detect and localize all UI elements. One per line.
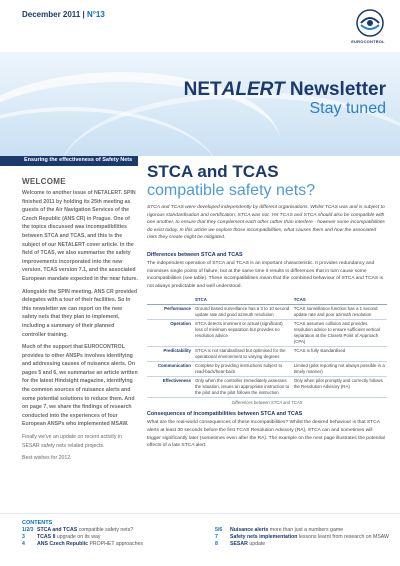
newsletter-subtitle: Stay tuned — [309, 100, 386, 117]
table-cell: STCA detects imminent or actual (significant) loss of minimum separation but provides no resolution advice — [193, 320, 292, 347]
comparison-table — [147, 296, 387, 398]
title-suffix: Newsletter — [284, 79, 386, 100]
table-header-row — [147, 296, 387, 305]
table-header-cell: STCA — [193, 296, 292, 305]
welcome-paragraph: Finally we've an update on recent activity in SESAR safety nets related projects. — [22, 434, 122, 449]
contents-item[interactable] — [215, 534, 389, 541]
issue-date: December 2011 — [22, 10, 81, 19]
table-row — [147, 377, 387, 398]
contents-column-right — [215, 527, 389, 548]
section-heading: Consequences of incompatibilities between STCA and TCAS — [147, 411, 303, 418]
contents-page: 5/6 — [215, 527, 223, 533]
contents-title: Nuisance alerts — [230, 527, 269, 533]
top-bar — [0, 0, 400, 42]
section-bar — [0, 156, 138, 166]
welcome-paragraph: Alongside the SPIN meeting, ANS CR provided delegates with a tour of their facilities. So in this newsletter we can report on the new safety nets that they plan to implement, including a summary of their planned controller training. — [22, 288, 138, 338]
contents-title: STCA and TCAS — [37, 527, 78, 533]
contents-title: SESAR — [230, 541, 248, 547]
issue-label — [22, 10, 105, 19]
contents-column-left — [22, 527, 143, 548]
title-alert: ALERT — [221, 79, 285, 100]
welcome-heading: WELCOME — [22, 177, 66, 186]
section-body: The independent operation of STCA and TCAS is an important characteristic. It provides redundancy and minimises single points of failure, but at the same time it results in differences that in turn cause some incompatibilities (see table). These incompatibilities mean that the combined behaviour of STCA and TCAS is not always predictable and well understood. — [147, 260, 384, 289]
title-prefix: NET — [183, 79, 222, 100]
table-header-cell — [147, 296, 193, 305]
newsletter-title — [184, 79, 386, 101]
table-row-header: Operation — [147, 320, 193, 347]
contents-title: ANS Czech Republic — [37, 541, 89, 547]
section-body: What are the real-world consequences of these incompatibilities? Whilst the desired behaviour is that STCA alerts at least 30 seconds before the first TCAS Resolution Advisory (RA), STCA can and sometimes will trigger significantly later (sometimes even after the RA). The example on the next page illustrates the potential effects of a late STCA alert. — [147, 420, 385, 449]
contents-item[interactable] — [22, 534, 143, 541]
table-header-cell: TCAS — [292, 296, 387, 305]
eurocontrol-logo-icon — [355, 8, 385, 38]
table-cell: TCAS is fully standardised — [292, 347, 387, 362]
main-article — [147, 163, 387, 456]
article-intro: STCA and TCAS were developed independently by different organisations. Whilst TCAS was and is subject to rigorous standardisation and certification, STCA was not. Yet TCAS and STCA should also be compatible with one another, to ensure that they complement each other rather than interfere - however some incompatibilities do exist today. In this article we explore those incompatibilities, what causes them and how the associated risks they create might be mitigated. — [147, 205, 385, 241]
table-row — [147, 305, 387, 320]
contents-page: 4 — [22, 541, 25, 547]
table-cell: STCA is not standardised but optimised for the operational environment to varying degrees — [193, 347, 292, 362]
article-subtitle: compatible safety nets? — [147, 182, 316, 199]
contents-page: 1/2/3 — [22, 527, 34, 533]
table-cell: Only when the controller immediately assesses the situation, issues an appropriate instruction to the pilot and the pilot follows the instruction — [193, 377, 292, 398]
contents-desc: lessons learnt from research on MSAW — [297, 534, 389, 540]
issue-number: N°13 — [86, 10, 105, 19]
contents-item[interactable] — [215, 541, 389, 548]
contents-page: 7 — [215, 534, 218, 540]
table-row-header: Communication — [147, 362, 193, 377]
contents-desc: upgrade on its way — [55, 534, 101, 540]
contents-heading: CONTENTS — [22, 520, 53, 526]
contents-box — [0, 513, 400, 566]
table-row — [147, 362, 387, 377]
section-heading: Differences between STCA and TCAS — [147, 251, 243, 258]
contents-title: Safety nets implementation — [230, 534, 298, 540]
table-cell: Complete by providing instructions subject to read-back/hear-back — [193, 362, 292, 377]
contents-desc: PROPHET approaches — [88, 541, 144, 547]
issue-separator: | — [80, 10, 87, 19]
section-label: Ensuring the effectiveness of Safety Nets — [24, 157, 133, 163]
table-row-header: Performance — [147, 305, 193, 320]
article-title: STCA and TCAS — [147, 162, 279, 181]
contents-desc: more than just a numbers game — [268, 527, 344, 533]
table-cell: Only when pilot promptly and correctly follows the Resolution Advisory (RA) — [292, 377, 387, 398]
welcome-sidebar — [22, 177, 138, 467]
contents-item[interactable] — [22, 541, 143, 548]
welcome-paragraph: Best wishes for 2012. — [22, 455, 72, 462]
contents-title: TCAS II — [37, 534, 56, 540]
table-row — [147, 320, 387, 347]
table-row-header: Predictability — [147, 347, 193, 362]
contents-item[interactable] — [22, 527, 143, 534]
welcome-paragraph: Welcome to another issue of NETALERT. SPIN finished 2011 by holding its 25th meeting as guests of the Air Navigation Services of the Czech Republic (ANS CR) in Prague. One of the topics discussed was incompatibilities between STCA and TCAS, and this is the subject of our NETALERT cover article. In the field of TCAS, we also summarise the safety improvements incorporated into the new version, TCAS version 7.1, and the associated European mandate expected in the near future. — [22, 190, 138, 282]
table-row — [147, 347, 387, 362]
table-cell: Ground based surveillance has a 3 to 10 second update rate and good azimuth resolution — [193, 305, 292, 320]
table-cell: TCAS assumes collision and provides resolution advice to ensure sufficient vertical separation at the Closest Point of Approach (CPA) — [292, 320, 387, 347]
contents-item[interactable] — [215, 527, 389, 534]
logo-text: EUROCONTROL — [351, 39, 385, 44]
welcome-paragraph: Much of the support that EUROCONTROL provides to other ANSPs involves identifying and addressing causes of nuisance alerts. On pages 5 and 6, we summarise an article written for the latest Hindsight magazine, identifying the common sources of nuisance alerts and some potential solutions to reduce them. And on page 7, we share the findings of research conducted into the experiences of four European ANSPs who implemented MSAW. — [22, 344, 138, 428]
table-row-header: Effectiveness — [147, 377, 193, 398]
table-cell: Limited (pilot reporting not always possible in a timely manner) — [292, 362, 387, 377]
contents-page: 8 — [215, 541, 218, 547]
contents-desc: update — [247, 541, 266, 547]
contents-desc: compatible safety nets? — [77, 527, 134, 533]
contents-page: 3 — [22, 534, 25, 540]
table-caption: Differences between STCA and TCAS — [231, 400, 303, 406]
table-cell: TCAS surveillance function has a 1 second update rate and poor azimuth resolution — [292, 305, 387, 320]
